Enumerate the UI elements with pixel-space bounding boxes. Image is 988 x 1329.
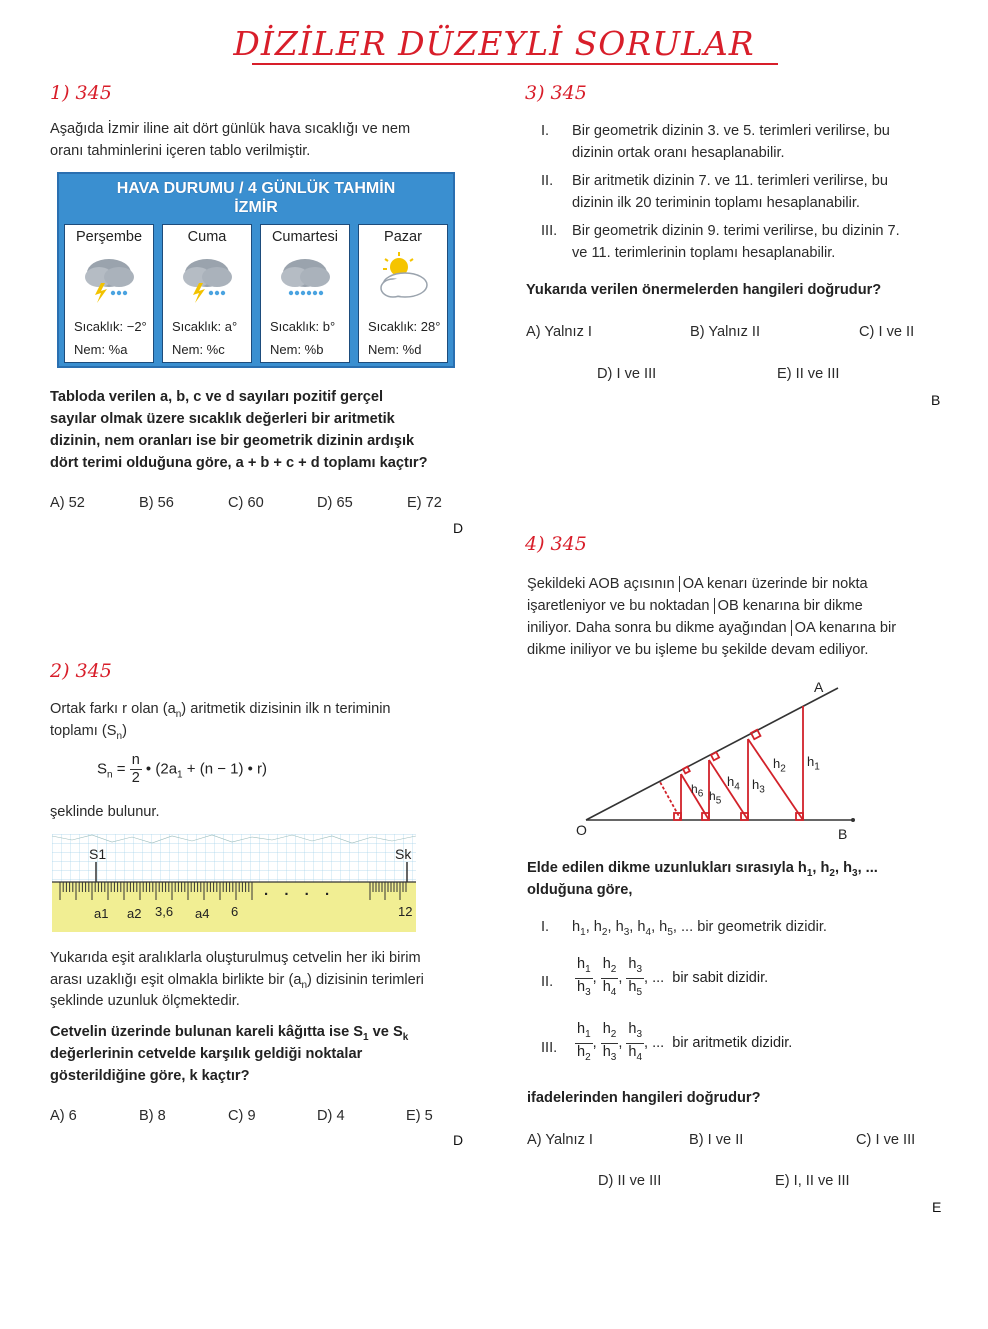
q2-question-part-b: ve S: [372, 1024, 403, 1040]
ruler-mark-s1: S1: [89, 846, 107, 862]
q4-intro1-b: OA kenarı üzerinde bir nokta: [679, 576, 868, 592]
fig-label-h2: $h_2$: [773, 756, 786, 775]
weather-day-sunday: [358, 224, 448, 363]
q4-intro2-a: işaretleniyor ve bu noktadan: [527, 598, 710, 614]
q2-found-text: şeklinde bulunur.: [50, 804, 160, 820]
day-temp: Sıcaklık: a°: [172, 319, 238, 334]
fig-label-b: B: [838, 826, 848, 842]
q3-option-d[interactable]: D) I ve III: [597, 366, 657, 382]
q3-question: Yukarıda verilen önermelerden hangileri doğrudur?: [526, 282, 882, 298]
q3-option-e[interactable]: E) II ve III: [777, 366, 840, 382]
q3-item2-line2: dizinin ilk 20 teriminin toplamı hesaplanabilir.: [572, 195, 860, 211]
q4-item1: $h_1$, $h_2$, $h_3$, $h_4$, $h_5$, ... bir geometrik dizidir.: [572, 919, 827, 938]
q4-option-d[interactable]: D) II ve III: [598, 1173, 662, 1189]
day-temp: Sıcaklık: 28°: [368, 319, 441, 334]
day-name: Pazar: [384, 229, 422, 245]
q2-desc-line3: şeklinde uzunluk ölçmektedir.: [50, 993, 240, 1009]
q3-number: 3) 345: [525, 82, 587, 104]
rain-cloud-icon: [275, 251, 335, 303]
fig-label-h3: $h_3$: [752, 777, 765, 796]
sum-sn-symbol: $(S_n)$: [101, 723, 127, 742]
q1-number: 1) 345: [50, 82, 112, 104]
q2-option-e[interactable]: E) 5: [406, 1108, 433, 1124]
q3-item3-line2: ve 11. terimlerinin toplamı hesaplanabilir.: [572, 245, 836, 261]
ruler-label-36: 3,6: [155, 904, 174, 919]
q1-option-a[interactable]: A) 52: [50, 495, 85, 511]
q4-intro3-b: OA kenarına bir: [791, 620, 896, 636]
day-name: Cuma: [187, 229, 227, 245]
ruler-label-12: 12: [398, 904, 413, 919]
q2-option-c[interactable]: C) 9: [228, 1108, 256, 1124]
q4-answer-key: E: [932, 1199, 942, 1215]
q4-intro3-a: iniliyor. Daha sonra bu dikme ayağından: [527, 620, 787, 636]
q3-option-c[interactable]: C) I ve II: [859, 324, 915, 340]
storm-cloud-icon: [177, 251, 237, 303]
weather-day-friday: [162, 224, 252, 363]
q3-item2-line1: Bir aritmetik dizinin 7. ve 11. terimleri verilirse, bu: [572, 173, 889, 189]
weather-day-saturday: [260, 224, 350, 363]
q2-desc-line1: Yukarıda eşit aralıklarla oluşturulmuş cetvelin her iki birim: [50, 950, 421, 966]
q4-intro-line1: [527, 574, 868, 596]
weather-title-line2: İZMİR: [234, 199, 278, 216]
ruler-dots: . . . .: [264, 882, 336, 899]
q3-option-b[interactable]: B) Yalnız II: [690, 324, 761, 340]
q3-item3-line1: Bir geometrik dizinin 9. terimi verilirse, bu dizinin 7.: [572, 223, 900, 239]
weather-table: [57, 172, 455, 368]
q3-option-a[interactable]: A) Yalnız I: [526, 324, 592, 340]
q3-item3-roman: III.: [541, 223, 558, 239]
weather-day-thursday: [64, 224, 154, 363]
q2-intro-part-a: Ortak farkı r olan: [50, 701, 159, 717]
q2-desc-part-b: dizisinin terimleri: [315, 972, 424, 988]
q2-answer-key: D: [453, 1132, 464, 1148]
fig-label-h6: $h_6$: [691, 782, 704, 800]
q1-option-e[interactable]: E) 72: [407, 495, 442, 511]
day-humidity: Nem: %b: [270, 342, 324, 357]
q2-question-part-a: Cetvelin üzerinde bulunan kareli kâğıtta ise S: [50, 1024, 364, 1040]
q4-question-line1: Elde edilen dikme uzunlukları sırasıyla $h_1$, $h_2$, $h_3$, ...: [527, 860, 878, 879]
q4-item2-tail: bir sabit dizidir.: [672, 970, 769, 987]
q4-question: ifadelerinden hangileri doğrudur?: [527, 1090, 761, 1106]
q4-intro-line4: dikme iniliyor ve bu işleme bu şekilde devam ediliyor.: [527, 642, 869, 658]
q2-intro-line2-text: toplamı: [50, 723, 98, 739]
q4-option-c[interactable]: C) I ve III: [856, 1132, 916, 1148]
fig-label-a: A: [814, 679, 824, 695]
q1-intro-line2: oranı tahminlerini içeren tablo verilmiştir.: [50, 143, 311, 159]
fig-label-h5: $h_5$: [709, 789, 722, 807]
q4-intro1-a: Şekildeki AOB açısının: [527, 576, 675, 592]
q4-item1-tail: ... bir geometrik dizidir.: [680, 919, 827, 935]
q4-item2: $\frac{h_1}{h_3}$ , $\frac{h_2}{h_4}$ , $\frac{h_3}{h_5}$ , ... bir sabit dizidir.: [577, 956, 769, 998]
q1-question-line4: dört terimi olduğuna göre, a + b + c + d toplamı kaçtır?: [50, 455, 428, 471]
day-temp: Sıcaklık: −2°: [74, 319, 147, 334]
ruler-mark-sk: Sk: [395, 846, 412, 862]
q1-intro-line1: Aşağıda İzmir iline ait dört günlük hava sıcaklığı ve nem: [50, 121, 411, 137]
ruler-label-a4: a4: [195, 906, 210, 921]
q2-desc-part-a: arası uzaklığı eşit olmakla birlikte bir: [50, 972, 285, 988]
seq-an-symbol-2: $(a_n)$: [288, 972, 312, 991]
ruler-label-a2: a2: [127, 906, 142, 921]
fig-label-o: O: [576, 822, 587, 838]
q4-item3: $\frac{h_1}{h_2}$ , $\frac{h_2}{h_3}$ , $\frac{h_3}{h_4}$ , ... bir aritmetik dizidir.: [577, 1021, 793, 1063]
q2-number: 2) 345: [50, 660, 112, 682]
q3-item1-roman: I.: [541, 123, 550, 139]
day-name: Cumartesi: [271, 229, 339, 245]
weather-table-title: [59, 179, 453, 217]
day-humidity: Nem: %a: [74, 342, 128, 357]
q4-item3-roman: III.: [541, 1040, 558, 1056]
q4-question-text: Elde edilen dikme uzunlukları sırasıyla h: [527, 860, 807, 876]
q4-number: 4) 345: [525, 533, 587, 555]
q4-option-e[interactable]: E) I, II ve III: [775, 1173, 850, 1189]
q2-intro-part-b: aritmetik dizisinin ilk n teriminin: [190, 701, 391, 717]
q3-item1-line2: dizinin ortak oranı hesaplanabilir.: [572, 145, 785, 161]
sun-cloud-icon: [373, 251, 433, 303]
day-humidity: Nem: %c: [172, 342, 225, 357]
day-temp: Sıcaklık: b°: [270, 319, 336, 334]
fig-label-h1: $h_1$: [807, 754, 820, 773]
fig-label-h4: $h_4$: [727, 774, 740, 793]
q3-answer-key: B: [931, 392, 941, 408]
q4-option-a[interactable]: A) Yalnız I: [527, 1132, 593, 1148]
q1-option-b[interactable]: B) 56: [139, 495, 174, 511]
page-title: DİZİLER DÜZEYLİ SORULAR: [233, 24, 755, 63]
q2-option-b[interactable]: B) 8: [139, 1108, 166, 1124]
q4-item3-tail: bir aritmetik dizidir.: [672, 1035, 793, 1052]
sum-formula: $S_n$ = $\frac{n}{2}$ • ($2a_1 + (n - 1)$ • r): [97, 752, 268, 786]
q2-question-line1: Cetvelin üzerinde bulunan kareli kâğıtta ise $S_1$ ve $S_k$: [50, 1024, 409, 1043]
q2-question-line2: değerlerinin cetvelde karşılık geldiği noktalar: [50, 1046, 363, 1062]
day-humidity: Nem: %d: [368, 342, 422, 357]
q2-option-a[interactable]: A) 6: [50, 1108, 77, 1124]
seq-an-symbol: $(a_n)$: [162, 701, 187, 720]
q4-intro2-b: OB kenarına bir dikme: [714, 598, 863, 614]
title-underline: [252, 63, 778, 65]
ruler-label-a1: a1: [94, 906, 109, 921]
formula-term: 2a: [160, 760, 178, 778]
q3-item2-roman: II.: [541, 173, 554, 189]
q4-question-line2: olduğuna göre,: [527, 882, 633, 898]
q2-intro-line2: [50, 721, 127, 747]
q2-option-d[interactable]: D) 4: [317, 1108, 345, 1124]
q2-question-line3: gösterildiğine göre, k kaçtır?: [50, 1068, 250, 1084]
q1-option-c[interactable]: C) 60: [228, 495, 264, 511]
q4-item2-roman: II.: [541, 974, 554, 990]
day-name: Perşembe: [75, 229, 143, 245]
q1-question-line3: dizinin, nem oranları ise bir geometrik dizinin ardışık: [50, 433, 415, 449]
q4-intro-line2: [527, 596, 863, 618]
q4-option-b[interactable]: B) I ve II: [689, 1132, 744, 1148]
q1-question-line1: Tabloda verilen a, b, c ve d sayıları pozitif gerçel: [50, 389, 384, 405]
q1-option-d[interactable]: D) 65: [317, 495, 353, 511]
q3-item1-line1: Bir geometrik dizinin 3. ve 5. terimleri verilirse, bu: [572, 123, 890, 139]
weather-title-line1: HAVA DURUMU / 4 GÜNLÜK TAHMİN: [116, 180, 396, 197]
q4-intro-line3: [527, 618, 896, 640]
ruler-label-6: 6: [231, 904, 239, 919]
q4-item1-roman: I.: [541, 919, 550, 935]
q1-answer-key: D: [453, 520, 464, 536]
storm-cloud-icon: [79, 251, 139, 303]
q1-question-line2: sayılar olmak üzere sıcaklık değerleri bir aritmetik: [50, 411, 395, 427]
